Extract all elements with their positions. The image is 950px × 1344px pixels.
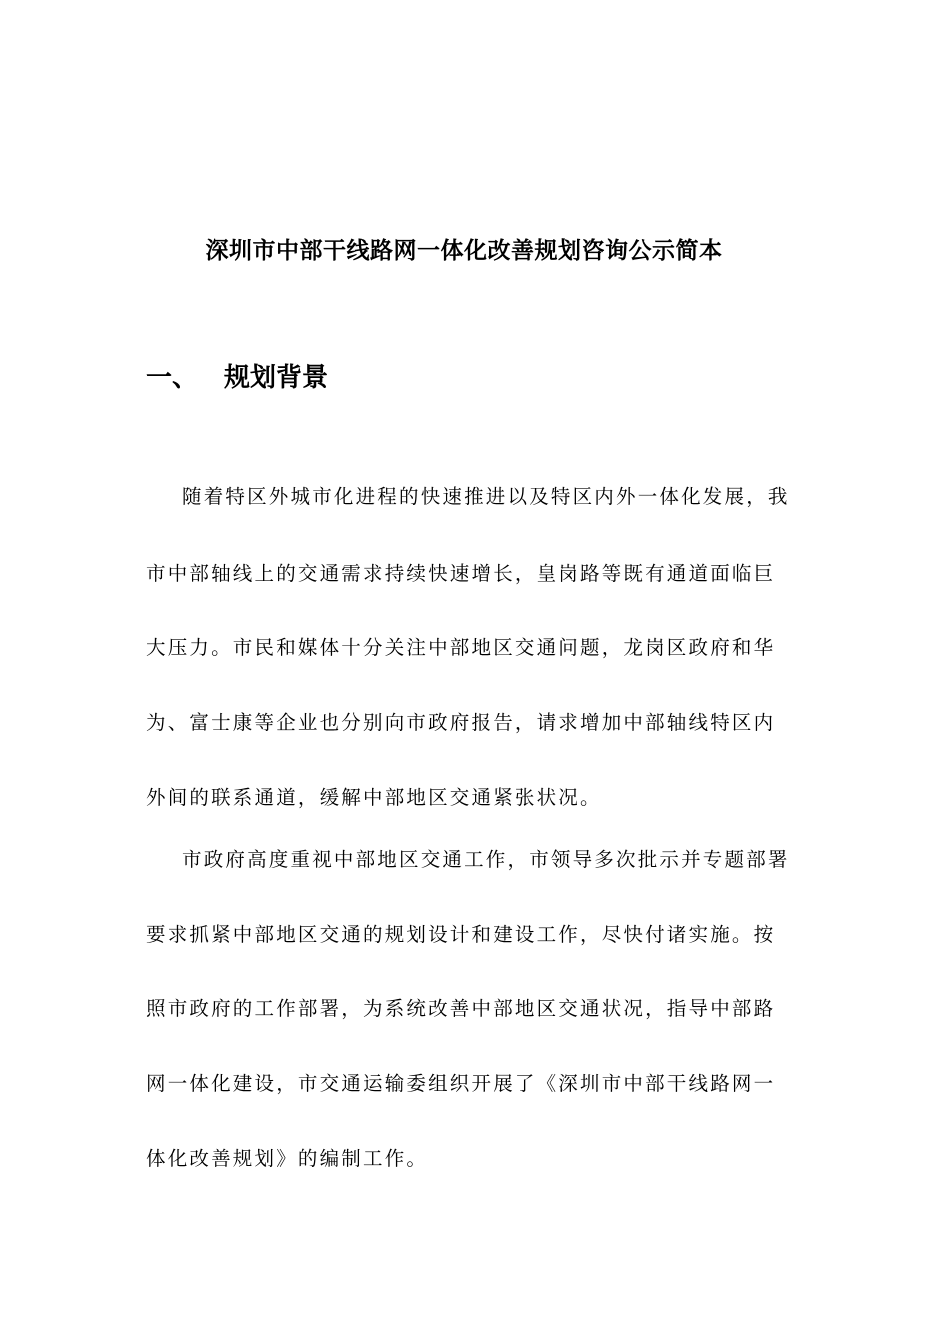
paragraph-line: 为、富士康等企业也分别向市政府报告，请求增加中部轴线特区内	[146, 711, 776, 734]
paragraph-line: 市中部轴线上的交通需求持续快速增长，皇岗路等既有通道面临巨	[146, 562, 776, 585]
paragraph-line: 市政府高度重视中部地区交通工作，市领导多次批示并专题部署	[182, 848, 790, 871]
paragraph-line: 大压力。市民和媒体十分关注中部地区交通问题，龙岗区政府和华	[146, 636, 776, 659]
paragraph-line: 外间的联系通道，缓解中部地区交通紧张状况。	[146, 786, 602, 809]
paragraph-line: 网一体化建设，市交通运输委组织开展了《深圳市中部干线路网一	[146, 1072, 776, 1095]
document-title: 深圳市中部干线路网一体化改善规划咨询公示简本	[205, 237, 723, 264]
section-heading	[146, 360, 328, 396]
paragraph-line: 随着特区外城市化进程的快速推进以及特区内外一体化发展，我	[182, 485, 790, 508]
paragraph-line: 照市政府的工作部署，为系统改善中部地区交通状况，指导中部路	[146, 997, 776, 1020]
paragraph-line: 体化改善规划》的编制工作。	[146, 1147, 429, 1170]
section-title: 规划背景	[224, 363, 329, 393]
section-number: 一、	[146, 363, 199, 393]
paragraph-line: 要求抓紧中部地区交通的规划设计和建设工作，尽快付诸实施。按	[146, 923, 776, 946]
